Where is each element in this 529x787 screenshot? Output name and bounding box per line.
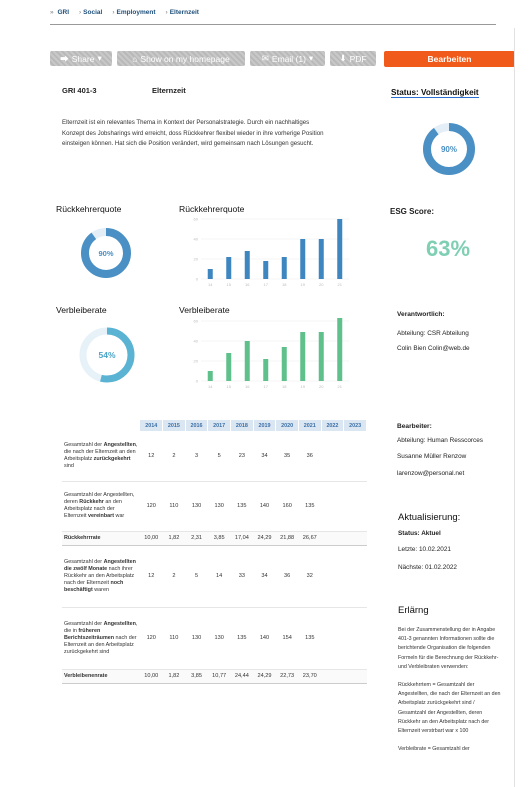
year-header: 2023: [344, 420, 367, 431]
row-label: [62, 669, 140, 683]
bar: [245, 251, 250, 279]
bar: [337, 219, 342, 279]
row-label: [62, 531, 140, 545]
table-cell: 135: [231, 607, 254, 669]
table-cell: 3,85: [185, 669, 208, 683]
x-tick-label: 15: [226, 384, 231, 389]
bar: [226, 257, 231, 279]
table-cell: 23: [231, 431, 254, 481]
row-label-part: an den Arbeitsplatz nach der Elternzeit: [64, 499, 122, 519]
divider: [50, 24, 496, 25]
year-header: 2021: [298, 420, 321, 431]
table-cell: 5: [208, 431, 231, 481]
explanation-formula-return: Rückkehrrtem = Gesamtzahl der Angestellten, die nach der Elternzeit an den Arbeitsplatz zurückgekehrt sind / Gesamtzahl der Angestellten, deren Rückkehr an den Arbeitsplatz nach der Elternzeit verstrbart war x 100: [398, 682, 501, 735]
y-tick-label: 60: [193, 216, 198, 222]
esg-score-value: 63%: [426, 236, 471, 261]
editor-email[interactable]: larenzow@personal.net: [397, 470, 465, 477]
table-header-empty: [62, 420, 140, 431]
bar: [300, 332, 305, 381]
x-tick-label: 18: [282, 384, 287, 389]
gauge-label: 54%: [98, 350, 116, 360]
x-tick-label: 18: [282, 282, 287, 287]
row-label-part: Rückkehr: [79, 499, 104, 505]
y-tick-label: 0: [195, 378, 198, 384]
responsible-contact: Colin Bien Colin@web.de: [397, 345, 470, 352]
share-button[interactable]: ⮕ Share ▾: [50, 51, 112, 66]
chevron-down-icon: ▾: [97, 53, 102, 63]
return-rate-bar-chart: [183, 216, 355, 288]
explanation-formula-retention: Verbleibrate = Gesamtzahl der: [398, 746, 470, 753]
table-cell: 21,88: [276, 531, 299, 545]
table-cell: [321, 531, 344, 545]
x-tick-label: 19: [300, 384, 305, 389]
table-cell: [344, 481, 367, 531]
row-label-part: Gesamtzahl der: [64, 558, 104, 565]
responsible-label: Verantwortlich:: [397, 311, 445, 318]
scrollbar[interactable]: [500, 28, 522, 787]
bar: [282, 257, 287, 279]
table-cell: 120: [140, 607, 163, 669]
row-label: [62, 607, 140, 669]
table-cell: 23,70: [298, 669, 321, 683]
table-cell: [344, 545, 367, 607]
y-tick-label: 40: [193, 236, 198, 242]
table-cell: [321, 607, 344, 669]
table-cell: 154: [276, 607, 299, 669]
status-completeness-label: Status: Vollständigkeit: [391, 88, 479, 97]
table-row: [62, 545, 367, 607]
table-row: [62, 481, 367, 531]
retention-rate-chart-title: Verbleiberate: [179, 305, 230, 315]
row-label-part: Gesamtzahl der: [64, 441, 104, 448]
data-table: [62, 420, 367, 684]
table-cell: 130: [185, 481, 208, 531]
row-label-part: nach ihrer Rückkehr an den Arbeitsplatz nach der Elternzeit: [64, 565, 135, 586]
update-status: Status: Aktuel: [398, 530, 441, 537]
table-cell: 17,04: [231, 531, 254, 545]
bar: [263, 359, 268, 381]
bar: [263, 261, 268, 279]
year-header: 2016: [185, 420, 208, 431]
bar: [319, 332, 324, 381]
table-cell: [321, 669, 344, 683]
x-tick-label: 21: [337, 282, 342, 287]
year-header: 2014: [140, 420, 163, 431]
table-cell: 135: [231, 481, 254, 531]
update-last: Letzte: 10.02.2021: [398, 546, 451, 553]
table-cell: 14: [208, 545, 231, 607]
breadcrumb-item[interactable]: » GRI: [50, 9, 69, 16]
table-cell: 22,73: [276, 669, 299, 683]
explanation-paragraph: Bei der Zusammenstellung der in Angabe 401-3 genannten Informationen sollte die berichtende Organisation die folgenden Formeln für die Berechnung der Rückkehr- und Verbleibraten verwenden:: [398, 627, 499, 670]
row-label-part: Gesamtzahl der: [64, 620, 104, 627]
home-icon: ⌂: [132, 53, 138, 64]
table-cell: [344, 607, 367, 669]
table-cell: 10,00: [140, 531, 163, 545]
table-cell: 10,77: [208, 669, 231, 683]
x-tick-label: 16: [245, 384, 250, 389]
x-tick-label: 17: [263, 384, 268, 389]
row-label-part: sind: [64, 462, 74, 469]
update-next: Nächste: 01.02.2022: [398, 564, 457, 571]
table-cell: [321, 545, 344, 607]
table-cell: 130: [185, 607, 208, 669]
y-tick-label: 60: [193, 318, 198, 324]
bar: [245, 341, 250, 381]
row-label-part: Gesamtzahl der Angestellten, deren: [64, 492, 135, 505]
table-cell: 24,44: [231, 669, 254, 683]
bar: [208, 269, 213, 279]
table-rate-row: [62, 669, 367, 683]
y-tick-label: 20: [193, 256, 198, 262]
table-header-row: [62, 420, 367, 431]
explanation-text: [398, 626, 503, 754]
row-label: [62, 481, 140, 531]
share-icon: ⮕: [60, 53, 69, 64]
x-tick-label: 21: [337, 384, 342, 389]
table-cell: 24,29: [253, 531, 276, 545]
table-cell: 3: [185, 431, 208, 481]
breadcrumb: [50, 9, 199, 16]
x-tick-label: 14: [208, 384, 213, 389]
row-label-part: früheren Berichtszeiträumen: [64, 627, 115, 641]
row-label-part: Angestellten die zwölf Monate: [64, 558, 136, 572]
table-cell: 32: [298, 545, 321, 607]
row-label-part: waren: [92, 586, 109, 593]
gauge-label: 90%: [440, 145, 458, 154]
y-tick-label: 0: [195, 276, 198, 282]
row-label-part: noch beschäftigt: [64, 579, 124, 593]
esg-score-label: ESG Score:: [390, 207, 435, 216]
edit-button[interactable]: Bearbeiten: [384, 51, 515, 67]
table-cell: 120: [140, 481, 163, 531]
table-row: [62, 607, 367, 669]
mail-icon: ✉: [261, 53, 269, 63]
table-cell: 24,29: [253, 669, 276, 683]
table-cell: 3,85: [208, 531, 231, 545]
row-label-part: Rückkehrrrate: [64, 534, 101, 541]
x-tick-label: 16: [245, 282, 250, 287]
table-cell: 110: [163, 481, 186, 531]
table-cell: 1,82: [163, 531, 186, 545]
editor-department: Abteilung: Human Resscorces: [397, 437, 483, 444]
table-cell: 2: [163, 431, 186, 481]
year-header: 2020: [276, 420, 299, 431]
y-tick-label: 40: [193, 338, 198, 344]
editor-name: Susanne Müller Renzow: [397, 453, 467, 460]
table-cell: 2: [163, 545, 186, 607]
table-cell: [344, 531, 367, 545]
bar: [208, 371, 213, 381]
x-tick-label: 19: [300, 282, 305, 287]
row-label-part: vereinbart: [87, 513, 115, 519]
table-cell: [344, 669, 367, 683]
return-rate-chart-title: Rückkehrerquote: [179, 204, 245, 214]
year-header: 2022: [321, 420, 344, 431]
row-label-part: Angestellten: [103, 620, 136, 627]
pdf-button[interactable]: ⬇ PDF: [330, 51, 376, 66]
breadcrumb-item[interactable]: › Elternzeit: [165, 9, 199, 16]
table-cell: 35: [276, 431, 299, 481]
year-header: 2018: [231, 420, 254, 431]
table-cell: 36: [298, 431, 321, 481]
gri-code: GRI 401-3: [62, 86, 97, 95]
update-title: Aktualisierung:: [398, 512, 461, 523]
bar: [282, 347, 287, 381]
table-row: [62, 431, 367, 481]
responsible-department: Abteilung: CSR Abteilung: [397, 330, 469, 337]
return-rate-gauge: [78, 225, 134, 281]
table-cell: 12: [140, 545, 163, 607]
gauge-label: 90%: [98, 249, 114, 258]
table-cell: 2,31: [185, 531, 208, 545]
scrollbar-track: [514, 28, 515, 787]
table-cell: 130: [208, 607, 231, 669]
table-cell: 12: [140, 431, 163, 481]
row-label-part: Angestellten: [103, 441, 136, 448]
download-icon: ⬇: [339, 53, 347, 63]
y-tick-label: 20: [193, 358, 198, 364]
intro-text: Elternzeit ist ein relevantes Thema in Kontext der Personalstrategie. Durch ein nachhaltiges Konzept des Jobsharings wird erreicht, doss Rückkehrer flexibel wieder in ihre vorherige Position einsteigen können. Hat sich die Position verändert, wird gemeinsam nach Lösungen gesucht.: [62, 119, 324, 147]
table-cell: 26,67: [298, 531, 321, 545]
year-header: 2017: [208, 420, 231, 431]
show-on-homepage-button[interactable]: ⌂ Show on my homepage: [117, 51, 245, 66]
row-label-part: nach der Elternzeit an den Arbeitsplatz zurückgekehrt sind: [64, 634, 137, 655]
year-header: 2019: [253, 420, 276, 431]
table-cell: 1,82: [163, 669, 186, 683]
row-label-part: zurückgekehrt: [93, 455, 131, 462]
table-rate-row: [62, 531, 367, 545]
table-cell: 110: [163, 607, 186, 669]
table-cell: 130: [208, 481, 231, 531]
row-label-part: , die nach der Elternzeit an den Arbeitsplatz: [64, 441, 138, 462]
breadcrumb-item[interactable]: › Employment: [112, 9, 156, 16]
year-header: 2015: [163, 420, 186, 431]
status-gauge: [421, 121, 477, 177]
row-label: [62, 431, 140, 481]
row-label-part: Verbleibenenrate: [64, 672, 108, 679]
editor-label: Bearbeiter:: [397, 423, 432, 430]
table-cell: 160: [276, 481, 299, 531]
table-cell: 135: [298, 607, 321, 669]
table-cell: 36: [276, 545, 299, 607]
table-cell: 140: [253, 481, 276, 531]
row-label-part: , die in: [64, 620, 138, 634]
explanation-title: Erlärng: [398, 605, 429, 616]
retention-rate-gauge: [77, 325, 137, 385]
bar: [300, 239, 305, 279]
x-tick-label: 14: [208, 282, 213, 287]
chevron-down-icon: ▾: [308, 53, 314, 63]
page-title: Elternzeit: [152, 86, 186, 95]
table-cell: 140: [253, 607, 276, 669]
x-tick-label: 15: [226, 282, 231, 287]
x-tick-label: 20: [319, 282, 324, 287]
table-cell: [321, 481, 344, 531]
table-cell: [344, 431, 367, 481]
retention-rate-gauge-title: Verbleiberate: [56, 305, 107, 315]
x-tick-label: 20: [319, 384, 324, 389]
row-label: [62, 545, 140, 607]
breadcrumb-item[interactable]: › Social: [79, 9, 103, 16]
bar: [226, 353, 231, 381]
table-cell: 5: [185, 545, 208, 607]
table-cell: 34: [253, 545, 276, 607]
table-cell: 33: [231, 545, 254, 607]
table-cell: [321, 431, 344, 481]
x-tick-label: 17: [263, 282, 268, 287]
return-rate-gauge-title: Rückkehrerquote: [56, 204, 122, 214]
retention-rate-bar-chart: [183, 318, 355, 390]
table-cell: 135: [298, 481, 321, 531]
row-label-part: war: [114, 513, 125, 519]
bar: [319, 239, 324, 279]
table-cell: 10,00: [140, 669, 163, 683]
bar: [337, 318, 342, 381]
email-button[interactable]: ✉ Email (1) ▾: [250, 51, 325, 66]
table-cell: 34: [253, 431, 276, 481]
